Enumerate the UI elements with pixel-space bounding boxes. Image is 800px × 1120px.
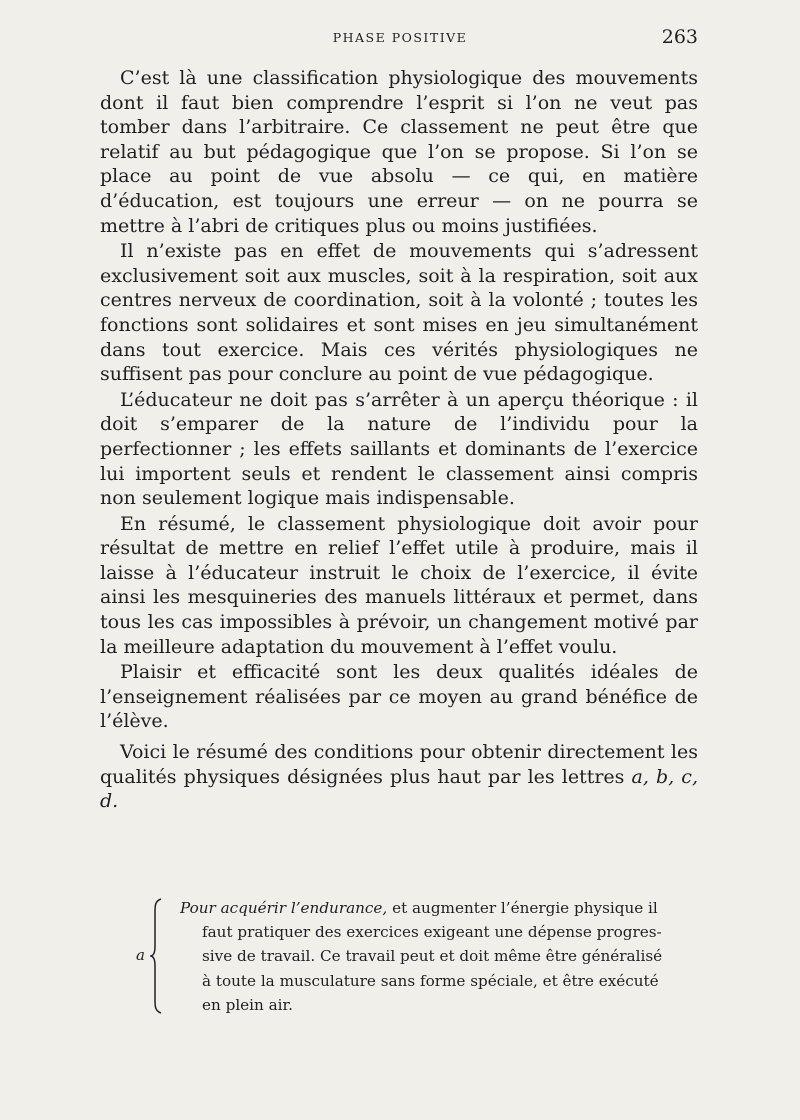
note-line-5: en plein air.	[202, 995, 293, 1014]
paragraph-5: Plaisir et efficacité sont les deux qualités idéales de l’enseignement réalisées par ce moyen au grand bénéfice de l’élève.	[100, 661, 698, 733]
paragraph-6-text: Voici le résumé des conditions pour obtenir directement les qualités physiques désignées plus haut par les lettres	[100, 741, 698, 788]
page-number: 263	[661, 26, 698, 48]
paragraph-4: En résumé, le classement physiologique doit avoir pour résultat de mettre en relief l’effet utile à produire, mais il laisse à l’éducateur instruit le choix de l’exercice, il évite ainsi les mesquineries des manuels littéraux et permet, dans tous les cas impossibles à prévoir, un changement motivé par la meilleure adaptation du mouvement à l’effet voulu.	[100, 512, 698, 658]
left-brace-icon	[150, 898, 164, 1014]
letters-list: a, b, c, d.	[100, 765, 698, 813]
note-line-3: sive de travail. Ce travail peut et doit même être généralisé	[202, 947, 663, 966]
note-line-4: à toute la musculature sans forme spéciale, et être exécuté	[202, 971, 659, 990]
paragraph-3: L’éducateur ne doit pas s’arrêter à un aperçu théorique : il doit s’emparer de la nature de l’individu pour la perfectionner ; les effets saillants et dominants de l’exercice lui importent seuls et rendent le classement ainsi compris non seulement logique mais indispensable.	[100, 388, 698, 510]
body-text	[100, 66, 698, 814]
note-lead: Pour acquérir l’endurance,	[180, 899, 388, 917]
note-line-1-rest: et augmenter l’énergie physique il	[387, 899, 658, 917]
running-head: PHASE POSITIVE	[332, 30, 468, 45]
paragraph-2: Il n’existe pas en effet de mouvements qui s’adressent exclusivement soit aux muscles, soit à la respiration, soit aux centres nerveux de coordination, soit à la volonté ; toutes les fonctions sont solidaires et sont mises en jeu simultanément dans tout exercice. Mais ces vérités physiologiques ne suffisent pas pour conclure au point de vue pédagogique.	[100, 240, 698, 386]
paragraph-1: C’est là une classification physiologique des mouvements dont il faut bien comprendre l’esprit si l’on ne veut pas tomber dans l’arbitraire. Ce classement ne peut être que relatif au but pédagogique que l’on se propose. Si l’on se place au point de vue absolu — ce qui, en matière d’éducation, est toujours une erreur — on ne pourra se mettre à l’abri de critiques plus ou moins justifiées.	[100, 67, 698, 237]
note-line-1	[180, 896, 700, 920]
note-line-2: faut pratiquer des exercices exigeant une dépense progres-	[202, 923, 662, 942]
paragraph-6	[100, 740, 698, 814]
note-text	[180, 896, 700, 1017]
note-label: a	[136, 946, 145, 964]
page-header	[100, 26, 700, 50]
